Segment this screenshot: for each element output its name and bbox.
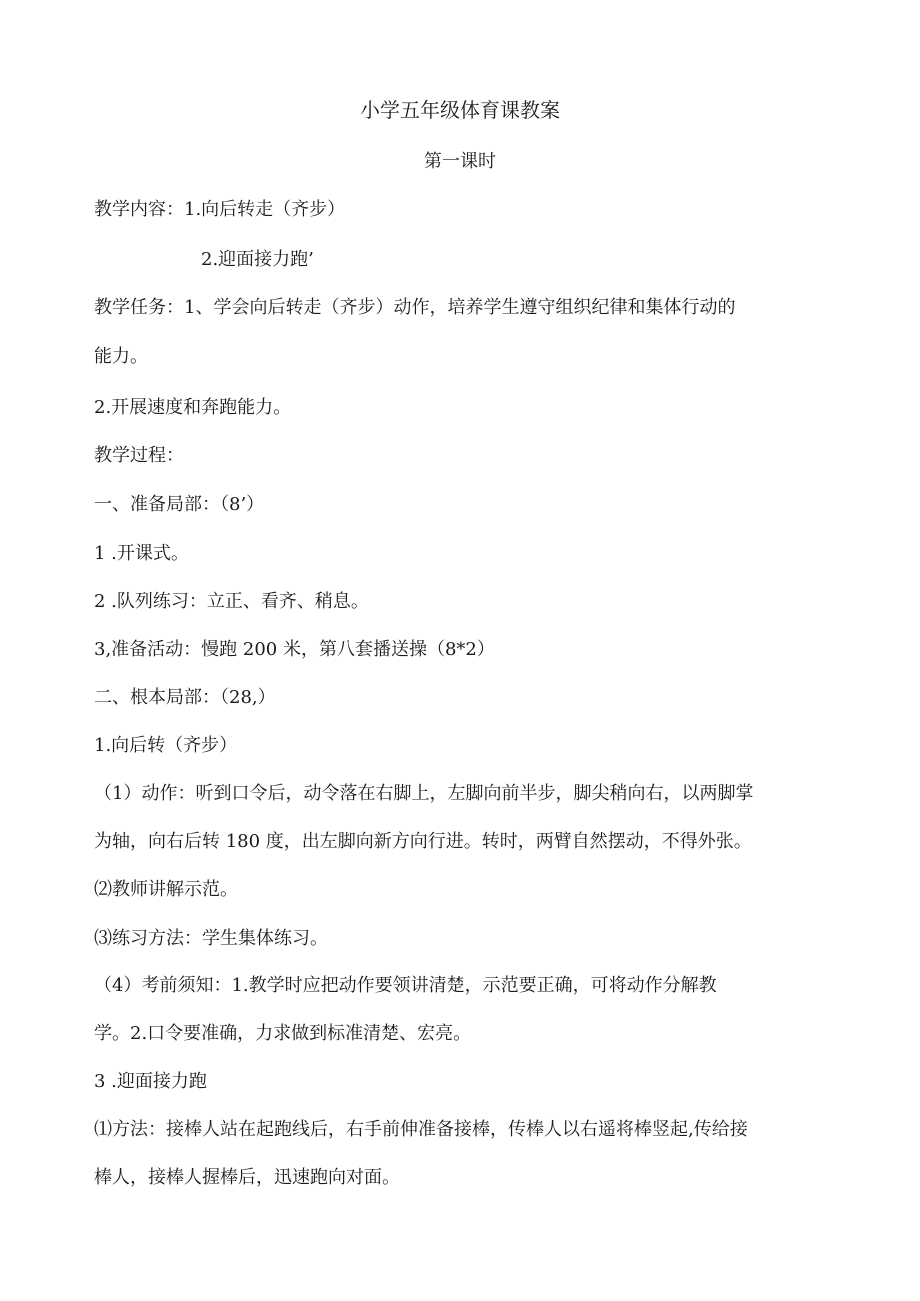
document-subtitle: 第一课时 [424, 151, 496, 172]
task-line-3: 2.开展速度和奔跑能力。 [94, 397, 292, 418]
item-4-line-2: 学。2.口令要准确，力求做到标准清楚、宏亮。 [94, 1023, 472, 1044]
action-line-2: 为轴，向右后转 180 度，出左脚向新方向行进。转时，两臂自然摆动，不得外张。 [94, 831, 752, 852]
content-line-2: 2.迎面接力跑’ [201, 249, 314, 270]
relay-line-1: ⑴方法：接棒人站在起跑线后，右手前伸准备接棒，传棒人以右遥将棒竖起,传给接 [94, 1119, 748, 1140]
part1-item-3: 3,准备活动：慢跑 200 米，第八套播送操（8*2） [94, 639, 495, 660]
item-2: ⑵教师讲解示范。 [94, 879, 238, 900]
item-4-line-1: （4）考前须知：1.教学时应把动作要领讲清楚，示范要正确，可将动作分解教 [94, 975, 717, 996]
part2-heading: 二、根本局部：（28,） [94, 687, 276, 708]
part1-item-1: 1 .开课式。 [94, 543, 189, 564]
action-line-1: （1）动作：听到口令后，动令落在右脚上，左脚向前半步，脚尖稍向右，以两脚掌 [94, 783, 754, 804]
process-heading: 教学过程： [94, 445, 184, 466]
part2-sub-3: 3 .迎面接力跑 [94, 1071, 207, 1092]
relay-line-2: 棒人，接棒人握棒后，迅速跑向对面。 [94, 1167, 400, 1188]
part1-heading: 一、准备局部：（8’） [94, 494, 265, 515]
item-3: ⑶练习方法：学生集体练习。 [94, 928, 328, 949]
task-line-1: 教学任务：1、学会向后转走（齐步）动作，培养学生遵守组织纪律和集体行动的 [94, 297, 736, 318]
task-line-2: 能力。 [94, 346, 148, 367]
content-line-1: 教学内容：1.向后转走（齐步） [94, 199, 346, 220]
document-title: 小学五年级体育课教案 [360, 98, 560, 122]
part1-item-2: 2 .队列练习：立正、看齐、稍息。 [94, 591, 369, 612]
part2-sub-1: 1.向后转（齐步） [94, 735, 238, 756]
